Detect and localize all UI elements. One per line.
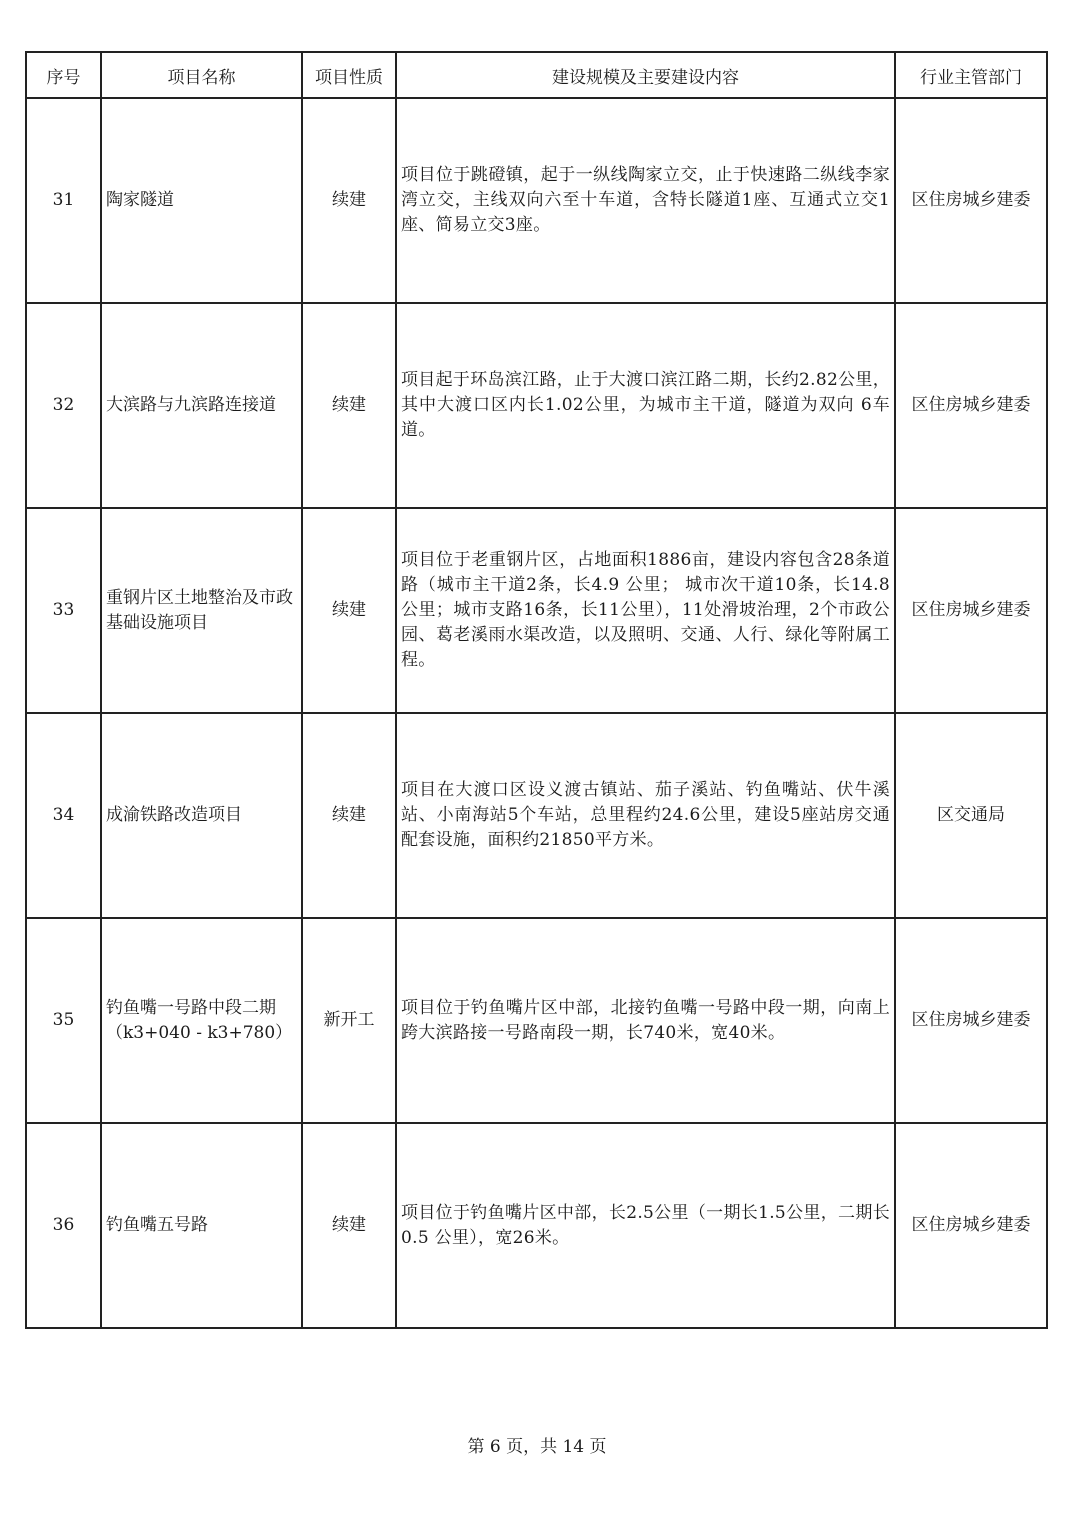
row-name: 钓鱼嘴五号路: [101, 1123, 302, 1328]
row-seq: 34: [26, 713, 101, 918]
row-content: 项目在大渡口区设义渡古镇站、茄子溪站、钓鱼嘴站、伏牛溪站、小南海站5个车站，总里程约24.6公里，建设5座站房交通配套设施，面积约21850平方米。: [396, 713, 895, 918]
row-name: 大滨路与九滨路连接道: [101, 303, 302, 508]
row-content: 项目位于钓鱼嘴片区中部，长2.5公里（一期长1.5公里，二期长0.5 公里），宽26米。: [396, 1123, 895, 1328]
row-dept: 区住房城乡建委: [895, 98, 1047, 303]
row-nature: 续建: [302, 303, 396, 508]
header-seq: 序号: [26, 52, 101, 98]
row-dept: 区住房城乡建委: [895, 303, 1047, 508]
row-seq: 31: [26, 98, 101, 303]
header-nature: 项目性质: [302, 52, 396, 98]
table-row: [26, 98, 1047, 303]
row-nature: 续建: [302, 1123, 396, 1328]
row-seq: 32: [26, 303, 101, 508]
row-dept: 区住房城乡建委: [895, 508, 1047, 713]
table-row: [26, 713, 1047, 918]
header-content: 建设规模及主要建设内容: [396, 52, 895, 98]
row-seq: 35: [26, 918, 101, 1123]
page-number-footer: 第 6 页，共 14 页: [467, 1437, 607, 1457]
row-nature: 新开工: [302, 918, 396, 1123]
row-name: 钓鱼嘴一号路中段二期（k3+040 - k3+780）: [101, 918, 302, 1123]
row-dept: 区交通局: [895, 713, 1047, 918]
table-header-row: [26, 52, 1047, 98]
row-content: 项目位于老重钢片区，占地面积1886亩，建设内容包含28条道路（城市主干道2条，长4.9 公里； 城市次干道10条，长14.8公里；城市支路16条，长11公里），11处滑坡治理，2个市政公园、葛老溪雨水渠改造，以及照明、交通、人行、绿化等附属工程。: [396, 508, 895, 713]
header-dept: 行业主管部门: [895, 52, 1047, 98]
row-dept: 区住房城乡建委: [895, 918, 1047, 1123]
project-table: [25, 51, 1048, 1329]
row-content: 项目位于跳磴镇，起于一纵线陶家立交，止于快速路二纵线李家湾立交，主线双向六至十车道，含特长隧道1座、互通式立交1座、简易立交3座。: [396, 98, 895, 303]
header-name: 项目名称: [101, 52, 302, 98]
row-nature: 续建: [302, 713, 396, 918]
row-nature: 续建: [302, 508, 396, 713]
table-row: [26, 1123, 1047, 1328]
table-row: [26, 303, 1047, 508]
row-name: 成渝铁路改造项目: [101, 713, 302, 918]
table-row: [26, 918, 1047, 1123]
table-row: [26, 508, 1047, 713]
row-dept: 区住房城乡建委: [895, 1123, 1047, 1328]
row-name: 陶家隧道: [101, 98, 302, 303]
row-name: 重钢片区土地整治及市政基础设施项目: [101, 508, 302, 713]
row-nature: 续建: [302, 98, 396, 303]
row-seq: 36: [26, 1123, 101, 1328]
row-seq: 33: [26, 508, 101, 713]
row-content: 项目位于钓鱼嘴片区中部，北接钓鱼嘴一号路中段一期，向南上跨大滨路接一号路南段一期，长740米，宽40米。: [396, 918, 895, 1123]
row-content: 项目起于环岛滨江路，止于大渡口滨江路二期，长约2.82公里，其中大渡口区内长1.02公里，为城市主干道，隧道为双向 6车道。: [396, 303, 895, 508]
